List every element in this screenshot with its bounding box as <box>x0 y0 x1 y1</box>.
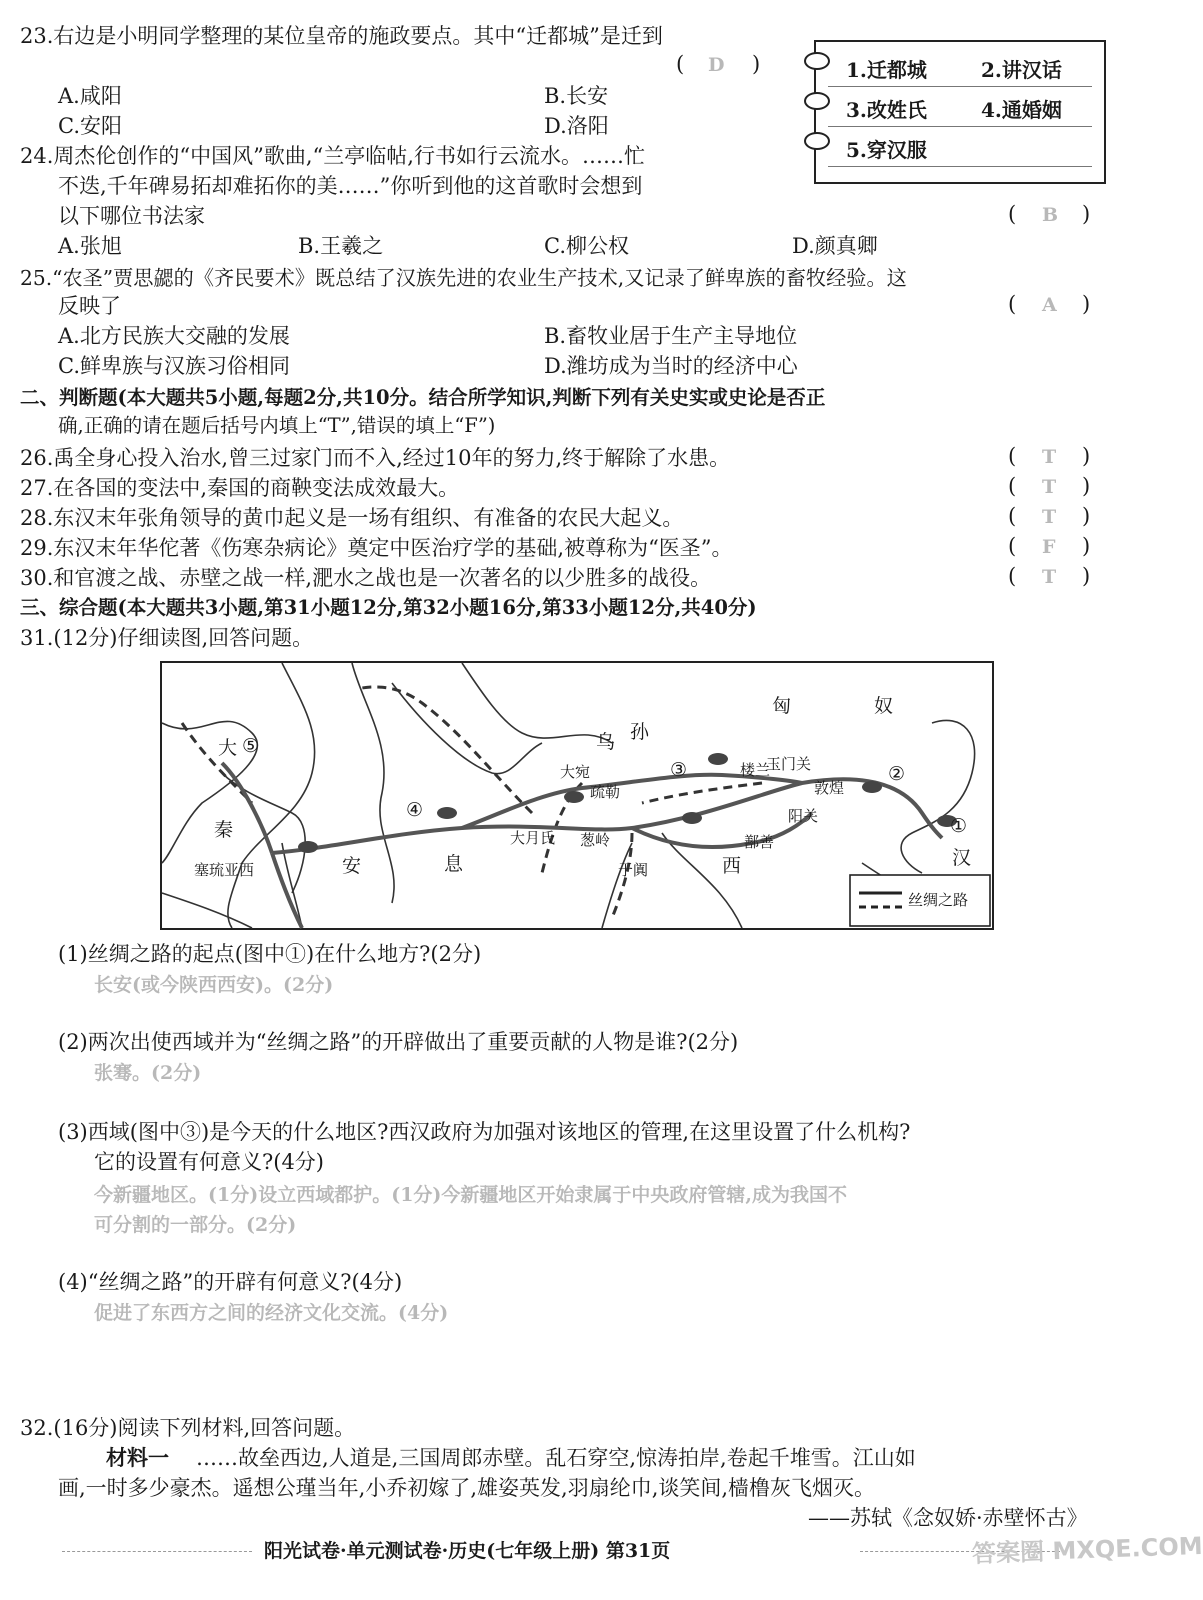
q31-sub3-question-line1: (3)西域(图中③)是今天的什么地区?西汉政府为加强对该地区的管理,在这里设置了什么机构? <box>58 1120 911 1144</box>
judgment-27-paren-open: ( <box>1008 474 1017 498</box>
camel-icon <box>298 841 318 853</box>
camel-icon <box>862 781 882 793</box>
q25-answer: A <box>1042 294 1057 316</box>
spiral-ring-icon <box>804 132 830 150</box>
camel-icon <box>682 812 702 824</box>
spiral-ring-icon <box>804 52 830 70</box>
q32-material-label: 材料一 <box>106 1445 169 1470</box>
q24-option-c: C.柳公权 <box>544 234 629 258</box>
q32-material-line1: ……故垒西边,人道是,三国周郎赤壁。乱石穿空,惊涛拍岸,卷起千堆雪。江山如 <box>196 1446 916 1470</box>
q25-paren-close: ) <box>1082 292 1091 316</box>
judgment-26: 26.禹全身心投入治水,曾三过家门而不入,经过10年的努力,终于解除了水患。 <box>20 446 731 470</box>
judgment-29-paren-close: ) <box>1082 534 1091 558</box>
policy-item-2: 2.讲汉话 <box>981 58 1062 82</box>
q24-stem-line2: 不迭,千年碑易拓却难拓你的美……”你听到他的这首歌时会想到 <box>58 174 643 198</box>
q23-stem: 23.右边是小明同学整理的某位皇帝的施政要点。其中“迁都城”是迁到 <box>20 24 663 48</box>
map-label-yumenguan: 玉门关 <box>766 755 812 773</box>
map-marker-1: ① <box>950 815 968 837</box>
q23-paren-open: ( <box>676 52 685 76</box>
map-label-shule: 疏勒 <box>590 783 621 801</box>
judgment-28-paren-close: ) <box>1082 504 1091 528</box>
judgment-26-paren-open: ( <box>1008 444 1017 468</box>
q25-option-a: A.北方民族大交融的发展 <box>58 324 290 348</box>
map-label-xiongnu-1: 匈 <box>772 695 792 717</box>
policy-item-5: 5.穿汉服 <box>846 138 927 162</box>
map-label-congling: 葱岭 <box>580 831 611 849</box>
map-label-seleucia: 塞琉亚西 <box>194 861 255 879</box>
map-label-xiongnu-2: 奴 <box>874 695 894 717</box>
map-label-shanshan: 鄯善 <box>744 833 775 851</box>
watermark: 答案圈 MXQE.COM <box>971 1531 1203 1569</box>
q25-stem-line2: 反映了 <box>58 294 121 318</box>
q32-material-source: ——苏轼《念奴娇·赤壁怀古》 <box>808 1506 1088 1530</box>
map-label-an: 安 <box>342 855 362 877</box>
q31-sub2-answer: 张骞。(2分) <box>94 1062 202 1084</box>
q31-sub3-answer-line2: 可分割的一部分。(2分) <box>94 1214 297 1236</box>
page-footer <box>0 1537 1141 1567</box>
q25-paren-open: ( <box>1008 292 1017 316</box>
judgment-29: 29.东汉末年华佗著《伤寒杂病论》奠定中医治疗学的基础,被尊称为“医圣”。 <box>20 536 733 560</box>
section2-heading: 二、判断题(本大题共5小题,每题2分,共10分。结合所学知识,判断下列有关史实或史论是否正 <box>20 386 826 409</box>
q31-sub1-question: (1)丝绸之路的起点(图中①)在什么地方?(2分) <box>58 942 482 966</box>
policy-item-4: 4.通婚姻 <box>981 98 1062 122</box>
section3-heading: 三、综合题(本大题共3小题,第31小题12分,第32小题16分,第33小题12分,共40分) <box>20 596 757 619</box>
q31-sub3-answer-line1: 今新疆地区。(1分)设立西域都护。(1分)今新疆地区开始隶属于中央政府管辖,成为我国不 <box>94 1184 848 1206</box>
q31-sub2-question: (2)两次出使西域并为“丝绸之路”的开辟做出了重要贡献的人物是谁?(2分) <box>58 1030 739 1054</box>
q24-answer: B <box>1042 204 1059 226</box>
notebook-line <box>828 126 1092 127</box>
q24-stem-line1: 24.周杰伦创作的“中国风”歌曲,“兰亭临帖,行书如行云流水。……忙 <box>20 144 645 168</box>
map-label-dunhuang: 敦煌 <box>814 779 845 797</box>
policy-item-1: 1.迁都城 <box>846 58 927 82</box>
map-label-wusun-2: 孙 <box>630 721 650 743</box>
judgment-28-answer: T <box>1042 506 1057 528</box>
map-marker-2: ② <box>888 763 906 785</box>
notebook-line <box>828 86 1092 87</box>
spiral-ring-icon <box>804 92 830 110</box>
caravan-icons <box>298 753 957 853</box>
policy-notebook-box <box>814 40 1106 184</box>
q24-paren-close: ) <box>1082 202 1091 226</box>
q23-option-c: C.安阳 <box>58 114 122 138</box>
q24-option-b: B.王羲之 <box>298 234 384 258</box>
map-label-da: 大 <box>218 737 238 759</box>
q31-sub4-answer: 促进了东西方之间的经济文化交流。(4分) <box>94 1302 449 1324</box>
q24-option-a: A.张旭 <box>58 234 122 258</box>
q23-answer: D <box>708 54 725 76</box>
q23-paren-close: ) <box>752 52 761 76</box>
q31-sub1-answer: 长安(或今陕西西安)。(2分) <box>94 974 334 996</box>
map-label-yutian: 于阗 <box>618 861 649 879</box>
map-marker-4: ④ <box>406 799 424 821</box>
map-marker-5: ⑤ <box>242 735 260 757</box>
judgment-28-paren-open: ( <box>1008 504 1017 528</box>
judgment-27-answer: T <box>1042 476 1057 498</box>
map-label-dayuan: 大宛 <box>560 763 591 781</box>
footer-text: 阳光试卷·单元测试卷·历史(七年级上册) 第31页 <box>264 1540 671 1562</box>
map-label-xi-parthia: 息 <box>444 853 464 875</box>
section2-instructions: 确,正确的请在题后括号内填上“T”,错误的填上“F”) <box>58 414 496 437</box>
map-label-xi: 西 <box>722 855 742 877</box>
map-label-loulan: 楼兰 <box>740 761 771 779</box>
map-marker-3: ③ <box>670 759 688 781</box>
policy-item-3: 3.改姓氏 <box>846 98 927 122</box>
q24-option-d: D.颜真卿 <box>792 234 878 258</box>
q23-option-a: A.咸阳 <box>58 84 122 108</box>
q24-paren-open: ( <box>1008 202 1017 226</box>
map-label-dayuezhi: 大月氏 <box>510 829 556 847</box>
q31-title: 31.(12分)仔细读图,回答问题。 <box>20 626 314 650</box>
camel-icon <box>437 807 457 819</box>
camel-icon <box>564 791 584 803</box>
judgment-30-paren-open: ( <box>1008 564 1017 588</box>
judgment-27: 27.在各国的变法中,秦国的商鞅变法成效最大。 <box>20 476 460 500</box>
judgment-30-answer: T <box>1042 566 1057 588</box>
judgment-26-paren-close: ) <box>1082 444 1091 468</box>
q25-option-c: C.鲜卑族与汉族习俗相同 <box>58 354 290 378</box>
judgment-30-paren-close: ) <box>1082 564 1091 588</box>
q25-stem-line1: 25.“农圣”贾思勰的《齐民要术》既总结了汉族先进的农业生产技术,又记录了鲜卑族的畜牧经验。这 <box>20 266 907 290</box>
q25-option-b: B.畜牧业居于生产主导地位 <box>544 324 798 348</box>
silk-road-map-drawing <box>162 663 992 928</box>
q31-sub4-question: (4)“丝绸之路”的开辟有何意义?(4分) <box>58 1270 403 1294</box>
map-label-yangguan: 阳关 <box>788 807 819 825</box>
map-label-qin: 秦 <box>214 819 234 841</box>
map-label-wusun-1: 乌 <box>596 731 616 753</box>
q32-title: 32.(16分)阅读下列材料,回答问题。 <box>20 1416 356 1440</box>
q23-option-d: D.洛阳 <box>544 114 609 138</box>
q24-stem-line3: 以下哪位书法家 <box>58 204 205 228</box>
q32-material-line2: 画,一时多少豪杰。遥想公瑾当年,小乔初嫁了,雄姿英发,羽扇纶巾,谈笑间,樯橹灰飞烟灭。 <box>58 1476 876 1500</box>
judgment-30: 30.和官渡之战、赤壁之战一样,淝水之战也是一次著名的以少胜多的战役。 <box>20 566 712 590</box>
q25-option-d: D.潍坊成为当时的经济中心 <box>544 354 798 378</box>
judgment-29-answer: F <box>1042 536 1056 558</box>
notebook-line <box>828 166 1092 167</box>
q23-option-b: B.长安 <box>544 84 609 108</box>
silk-road-map <box>160 661 994 930</box>
judgment-26-answer: T <box>1042 446 1057 468</box>
camel-icon <box>708 753 728 765</box>
footer-rule-left <box>62 1551 252 1552</box>
judgment-28: 28.东汉末年张角领导的黄巾起义是一场有组织、有准备的农民大起义。 <box>20 506 684 530</box>
judgment-29-paren-open: ( <box>1008 534 1017 558</box>
map-legend-label: 丝绸之路 <box>908 891 969 909</box>
q31-sub3-question-line2: 它的设置有何意义?(4分) <box>94 1150 325 1174</box>
judgment-27-paren-close: ) <box>1082 474 1091 498</box>
map-label-han: 汉 <box>952 847 972 869</box>
